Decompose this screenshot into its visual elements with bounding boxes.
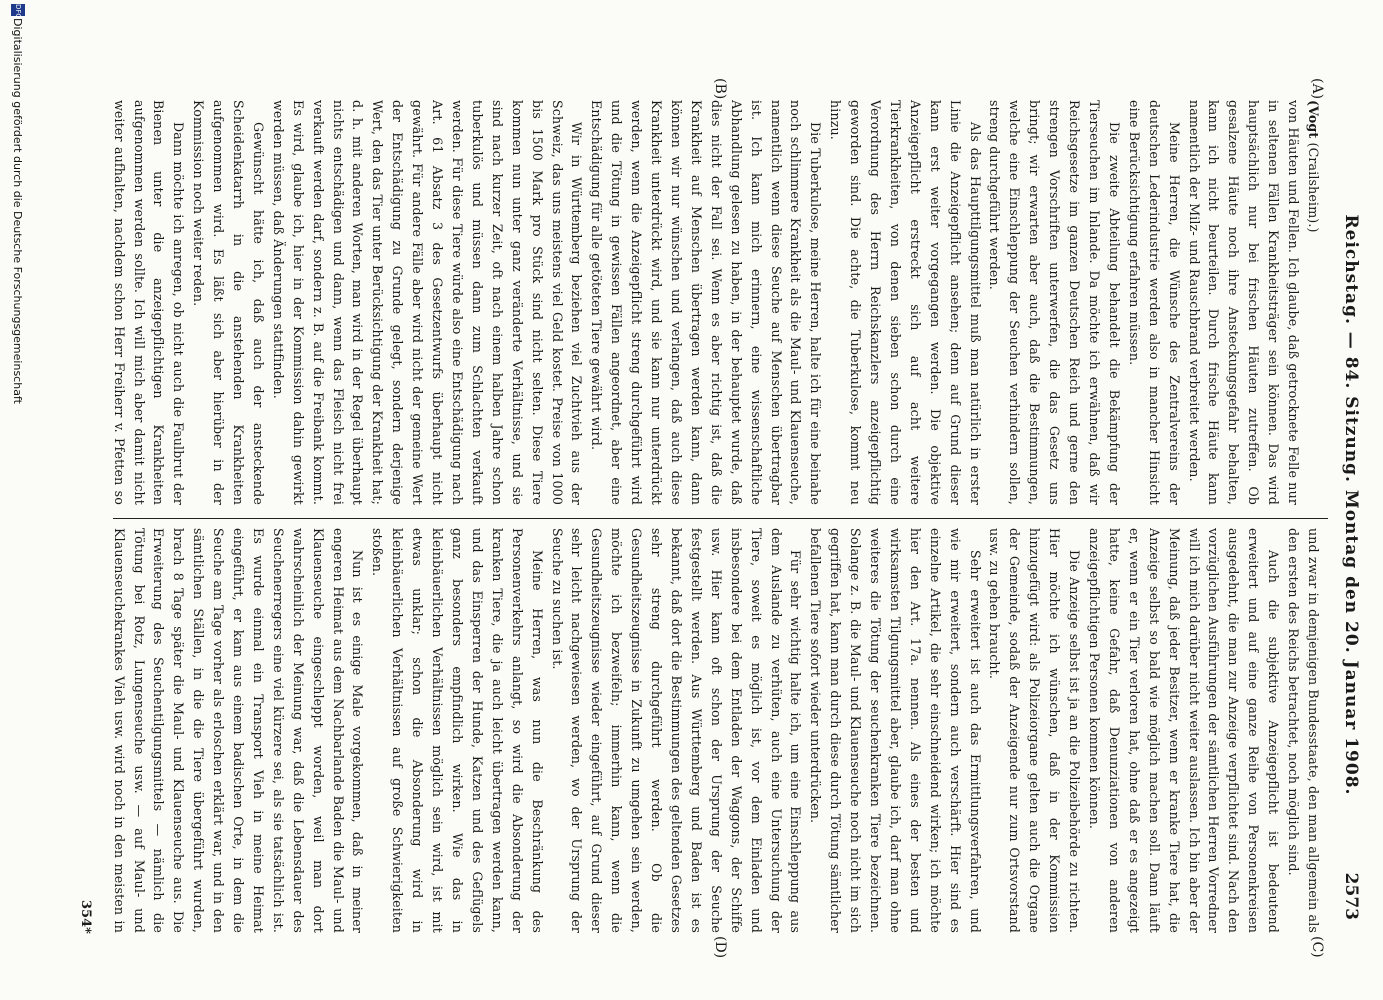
paragraph: Für sehr wichtig halte ich, um eine Einschleppung aus dem Auslande zu verhüten, auch eine Untersuchung der Tiere, soweit es möglich ist, vor dem Einladen und insbesondere bei dem Entladen der Waggons, der Schiffe usw. Hier kann oft schon der Ursprung der Seuche festgestellt werden. Aus Württemberg und Baden ist es bekannt, daß dort die Bestimmungen des geltenden Gesetzes sehr streng durchgeführt werden. Ob die Gesundheitszeugnisse in Zukunft zu umgehen sein werden, möchte ich bezweifeln; immerhin kann, wenn die Gesundheitszeugnisse wieder eingeführt, auf Grund dieser sehr leicht nachgewiesen werden, wo der Ursprung der Seuche zu suchen ist. — [549, 528, 804, 933]
margin-label-c: (C) — [1309, 936, 1325, 958]
speaker-line — [1303, 100, 1323, 505]
speaker-note: (Crailsheim).) — [1306, 142, 1321, 233]
margin-label-a: (A) — [1309, 78, 1325, 100]
margin-label-d: (D) — [712, 936, 728, 959]
paragraph: Die zweite Abteilung behandelt die Bekämpfung der Tierseuchen im Inlande. Da möchte ich erwähnen, daß wir Reichsgesetze im ganzen Deutschen Reich und gerne den strengen Vorschriften unterwerfen, die das Gesetz uns bringt; wir erwarten aber auch, daß die Bestimmungen, welche eine Einschleppung der Seuchen verhindern sollen, streng durchgeführt werden. — [987, 100, 1122, 505]
paragraph: Wir in Württemberg beziehen viel Zuchtvieh aus der Schweiz, das uns meistens viel Geld kostet. Preise von 1000 bis 1500 Mark pro Stück sind nicht selten. Diese Tiere kommen nun unter ganz veränderte Verhältnisse, und sie sind nach kurzer Zeit, oft nach einem halben Jahre schon tuberkulös und müssen dann zum Schlachten verkauft werden. Für diese Tiere würde also eine Entschädigung nach Art. 61 Absatz 3 des Gesetzentwurfs überhaupt nicht gewährt. Für andere Fälle aber wird nicht der gemeine Wert der Entschädigung zu Grunde gelegt, sondern derjenige Wert, den das Tier unter Berücksichtigung der Krankheit hat; d. h. mit anderen Worten, man wird in der Regel überhaupt nichts entschädigen und dann, wenn das Fleisch nicht frei verkauft werden darf, sondern z. B. auf die Freibank kommt. Es wird, glaube ich, hier in der Kommission dahin gewirkt werden müssen, daß Änderungen stattfinden. — [270, 100, 585, 505]
paragraph: Als das Haupttilgungsmittel muß man natürlich in erster Linie die Anzeigepflicht ansehen; denn auf Grund dieser kann erst weiter vorgegangen werden. Die objektive Anzeigepflicht erstreckt sich auf acht weitere Tierkrankheiten, von denen sieben schon durch eine Verordnung des Herrn Reichskanzlers anzeigepflichtig geworden sind. Die achte, die Tuberkulose, kommt neu hinzu. — [828, 100, 983, 505]
dfg-logo-icon: DFG — [11, 4, 25, 16]
paragraph: und zwar in demjenigen Bundesstaate, den man allgemein als den ersten des Reichs betrachtet, noch möglich sind. — [1286, 528, 1321, 933]
right-column — [108, 528, 1323, 933]
credit-text: Digitalisierung gefördert durch die Deutsche Forschungsgemeinschaft — [11, 18, 24, 404]
page-header — [1333, 90, 1361, 920]
paragraph: Gewünscht hätte ich, daß auch der ansteckende Scheidenkatarrh in die anstehenden Krankheiten aufgenommen wird. Es läßt sich aber hierüber in der Kommission noch weiter reden. — [191, 100, 266, 505]
signature-mark: 354* — [78, 900, 93, 934]
speaker-name: (Vogt — [1306, 100, 1321, 139]
left-column — [108, 100, 1323, 505]
margin-label-b: (B) — [712, 78, 728, 100]
paragraph: Dann möchte ich anregen, ob nicht auch die Faulbrut der Bienen unter die anzeigepflichtigen Krankheiten aufgenommen werden sollte. Ich will mich aber damit nicht weiter aufhalten, nachdem schon Herr Freiherr v. Pfetten so — [111, 100, 187, 505]
paragraph: Nun ist es einige Male vorgekommen, daß in meiner engeren Heimat aus dem Nachbarlande Baden die Maul- und Klauenseuche eingeschleppt worden, weil man dort wahrscheinlich der Meinung war, daß die Lebensdauer des Seuchenerregers eine viel kürzere sei, als sie tatsächlich ist. Es wurde einmal ein Transport Vieh in meine Heimat eingeführt, er kam aus einem badischen Orte, in dem die Seuche am Tage vorher als erloschen erklärt war, und in den sämtlichen Ställen, in die die Tiere übergeführt wurden, brach 8 Tage später die Maul- und Klauenseuche aus. Die Erweiterung des Seuchentilgungsmittels — nämlich die Tötung bei Rotz, Lungenseuche usw. — auf Maul- und Klauenseuchekrankes Vieh usw. wird noch in den meisten in — [111, 528, 366, 933]
paragraph: von Häuten und Fellen. Ich glaube, daß getrocknete Felle nur in seltenen Fällen Krankheitsträger sein können. Das wird hauptsächlich nur bei frischen Häuten zutreffen. Ob gesalzene Häute noch ihre Ansteckungsgefahr behalten, kann ich nicht beurteilen. Durch frische Häute kann namentlich der Milz- und Rauschbrand verbreitet werden. — [1186, 100, 1302, 505]
paragraph: Meine Herren, was nun die Beschränkung des Personenverkehrs anlangt, so wird die Absonderung der kranken Tiere, die ja auch leicht übertragen werden kann, und das Einsperren der Hunde, Katzen und des Geflügels ganz besonders empfindlich wirken. Wie das in kleinbäuerlichen Verhältnissen möglich sein wird, ist mit etwas unklar; schon die Absonderung wird in kleinbäuerlichen Verhältnissen auf große Schwierigkeiten stoßen. — [370, 528, 545, 933]
column-divider — [113, 518, 1328, 519]
paragraph: Meine Herren, die Wünsche des Zentralvereins der deutschen Lederindustrie werden also in mancher Hinsicht eine Berücksichtigung erfahren müssen. — [1126, 100, 1182, 505]
header-title: Reichstag. — 84. Sitzung. Montag den 20. Januar 1908. — [1341, 214, 1361, 796]
paragraph: Auch die subjektive Anzeigepflicht ist bedeutend erweitert und auf eine ganze Reihe von Personenkreisen ausgedehnt, die man zur Anzeige verpflichtet sind. Nach den vorzüglichen Ausführungen der sämtlichen Herren Vorredner will ich mich darüber nicht weiter auslassen. Ich bin aber der Meinung, daß jeder Besitzer, wenn er kranke Tiere hat, die Anzeige selbst so bald wie möglich machen soll. Dann läuft er, wenn er ein Tier verloren hat, ohne daß er es angezeigt hatte, keine Gefahr, daß Denunziationen von anderen anzeigepflichtigen Personen kommen können. — [1087, 528, 1282, 933]
digitization-credit — [6, 0, 28, 1000]
paragraph: Die Anzeige selbst ist ja an die Polizeibehörde zu richten. Hier möchte ich wünschen, daß in der Kommission hinzugefügt wird: als Polizeiorgane gelten auch die Organe der Gemeinde, sodaß der Anzeigende nur zum Ortsvorstand usw. zu gehen braucht. — [987, 528, 1083, 933]
page-number: 2573 — [1341, 872, 1361, 920]
paragraph: Sehr erweitert ist auch das Ermittlungsverfahren, und wie mir erweitert, sondern auch verschärft. Hier sind es einzelne Artikel, die sehr einschneidend wirken; ich möchte hier den Art. 17a. nennen. Als eines der besten und wirksamsten Tilgungsmittel aber, glaube ich, darf man ohne weiteres die Tötung der seuchenkranken Tiere bezeichnen. Solange z. B. die Maul- und Klauenseuche noch nicht im sich gegriffen hat, kann man durch diese durch Tötung sämtlicher befallenen Tiere sofort wieder unterdrücken. — [808, 528, 983, 933]
paragraph: Die Tuberkulose, meine Herren, halte ich für eine beinahe noch schlimmere Krankheit als die Maul- und Klauenseuche, namentlich wenn diese Seuche auf Menschen übertragbar ist. Ich kann mich erinnern, eine wissenschaftliche Abhandlung gelesen zu haben, in der behauptet wurde, daß dies nicht der Fall sei. Wenn es aber richtig ist, daß die Krankheit auf Menschen übertragen werden kann, dann können wir nur wünschen und verlangen, daß auch diese Krankheit unterdrückt wird, und sie kann nur unterdrückt werden, wenn die Anzeigepflicht streng durchgeführt wird und die Tötung in gewissen Fällen angeordnet, aber eine Entschädigung für alle getöteten Tiere gewährt wird. — [589, 100, 824, 505]
